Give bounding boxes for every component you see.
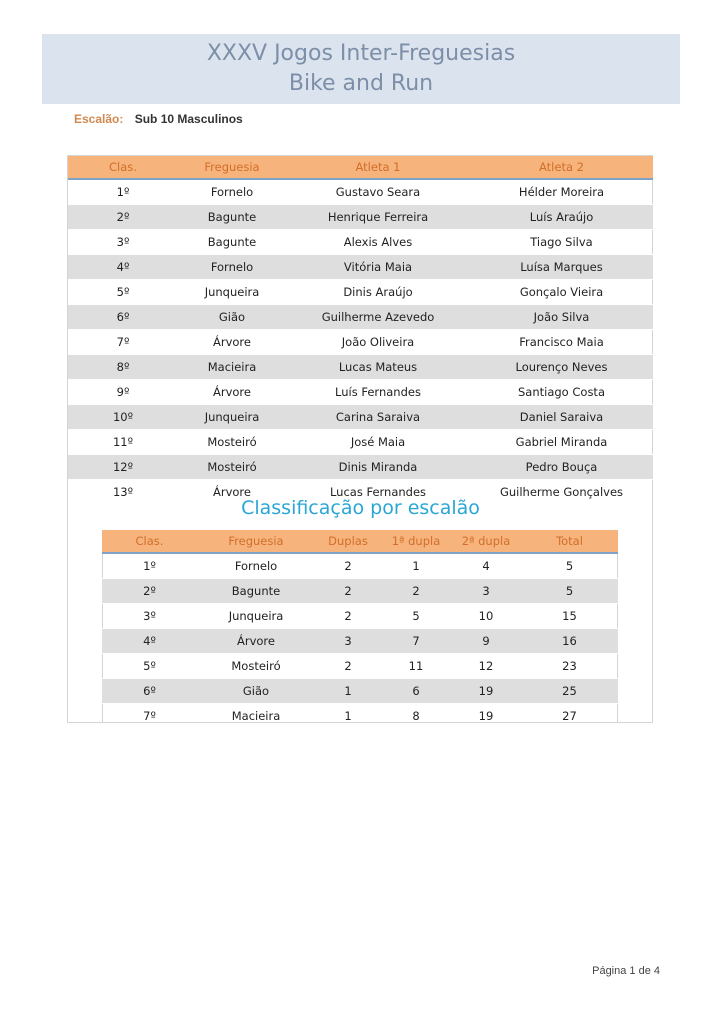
table-cell: 2: [315, 579, 381, 604]
table-row: [68, 430, 653, 455]
table-cell: 23: [521, 654, 618, 679]
table-cell: 9: [451, 629, 521, 654]
table-cell: 10º: [68, 405, 178, 430]
table-cell: Gião: [197, 679, 315, 704]
table-cell: 15: [521, 604, 618, 629]
table-row: [68, 355, 653, 380]
table-cell: 10: [451, 604, 521, 629]
table-cell: 12: [451, 654, 521, 679]
table-row: [68, 205, 653, 230]
column-header: Duplas: [315, 530, 381, 553]
table-cell: Árvore: [197, 629, 315, 654]
column-header: Freguesia: [197, 530, 315, 553]
column-header: Clas.: [102, 530, 197, 553]
table-cell: Mosteiró: [178, 430, 286, 455]
table-cell: 7: [381, 629, 451, 654]
table-cell: João Silva: [470, 305, 653, 330]
table-cell: Macieira: [197, 704, 315, 729]
table-cell: Hélder Moreira: [470, 179, 653, 205]
table-cell: 6º: [102, 679, 197, 704]
column-header: Freguesia: [178, 156, 286, 179]
table-cell: 2: [315, 654, 381, 679]
table-cell: 7º: [102, 704, 197, 729]
document-header: [42, 34, 680, 104]
table-row: [102, 604, 618, 629]
table-cell: Dinis Miranda: [286, 455, 470, 480]
table-cell: 11º: [68, 430, 178, 455]
table-row: [68, 330, 653, 355]
column-header: 1ª dupla: [381, 530, 451, 553]
table-row: [68, 255, 653, 280]
column-header: 2ª dupla: [451, 530, 521, 553]
table-cell: 4º: [68, 255, 178, 280]
table-cell: 6: [381, 679, 451, 704]
table-cell: 4: [451, 553, 521, 579]
table-row: [102, 579, 618, 604]
table-cell: Fornelo: [197, 553, 315, 579]
table-cell: Gião: [178, 305, 286, 330]
table-row: [68, 405, 653, 430]
table-cell: Bagunte: [178, 230, 286, 255]
table-cell: Vitória Maia: [286, 255, 470, 280]
table-cell: Gabriel Miranda: [470, 430, 653, 455]
table-row: [102, 629, 618, 654]
table-cell: Dinis Araújo: [286, 280, 470, 305]
table-cell: Francisco Maia: [470, 330, 653, 355]
table-cell: Árvore: [178, 330, 286, 355]
category-label: Escalão:: [74, 112, 124, 126]
table-cell: Pedro Bouça: [470, 455, 653, 480]
table-cell: 8: [381, 704, 451, 729]
table-cell: Daniel Saraiva: [470, 405, 653, 430]
table-cell: 3: [315, 629, 381, 654]
category-ranking-table: [102, 530, 618, 729]
table-cell: 4º: [102, 629, 197, 654]
table-cell: 5: [521, 553, 618, 579]
table-cell: Bagunte: [178, 205, 286, 230]
table-row: [102, 553, 618, 579]
table-cell: Santiago Costa: [470, 380, 653, 405]
table-cell: 2: [315, 553, 381, 579]
table-cell: Árvore: [213, 485, 251, 499]
table-cell: 5: [521, 579, 618, 604]
table-cell: 25: [521, 679, 618, 704]
page-number: Página 1 de 4: [592, 965, 660, 977]
table-cell: Lucas Mateus: [286, 355, 470, 380]
athlete-results-table: [68, 156, 653, 504]
event-title: XXXV Jogos Inter-Freguesias: [206, 41, 516, 66]
table-cell: João Oliveira: [286, 330, 470, 355]
table-cell: 2: [381, 579, 451, 604]
column-header: Atleta 1: [286, 156, 470, 179]
table-cell: Junqueira: [197, 604, 315, 629]
table-row: [102, 679, 618, 704]
table-cell: Guilherme Azevedo: [286, 305, 470, 330]
table-cell: Luísa Marques: [470, 255, 653, 280]
table-cell: 9º: [68, 380, 178, 405]
table-cell: 12º: [68, 455, 178, 480]
table-row: [68, 455, 653, 480]
table-cell: Carina Saraiva: [286, 405, 470, 430]
table-row: [68, 380, 653, 405]
table-cell: 1: [315, 679, 381, 704]
table-cell: 2º: [102, 579, 197, 604]
table-cell: José Maia: [286, 430, 470, 455]
table-row: [68, 280, 653, 305]
table-cell: Junqueira: [178, 280, 286, 305]
table-cell: 16: [521, 629, 618, 654]
table-cell: Mosteiró: [178, 455, 286, 480]
table-row: [68, 305, 653, 330]
table-row: [102, 704, 618, 729]
table-cell: Mosteiró: [197, 654, 315, 679]
table-cell: 3º: [68, 230, 178, 255]
table-cell: Lourenço Neves: [470, 355, 653, 380]
event-subtitle: Bike and Run: [288, 71, 434, 96]
table-cell: Árvore: [178, 380, 286, 405]
table-cell: Luís Fernandes: [286, 380, 470, 405]
table-cell: Junqueira: [178, 405, 286, 430]
table-cell: 11: [381, 654, 451, 679]
table-cell: Macieira: [178, 355, 286, 380]
table-cell: 3º: [102, 604, 197, 629]
table-cell: Alexis Alves: [286, 230, 470, 255]
table-cell: Henrique Ferreira: [286, 205, 470, 230]
table-cell: Gonçalo Vieira: [470, 280, 653, 305]
table-cell: Bagunte: [197, 579, 315, 604]
table-row: [68, 230, 653, 255]
table-cell: Luís Araújo: [470, 205, 653, 230]
table-cell: 2: [315, 604, 381, 629]
table-row: [102, 654, 618, 679]
table-row: [68, 179, 653, 205]
column-header: Total: [521, 530, 618, 553]
category-line: [74, 112, 243, 126]
table-cell: 1: [381, 553, 451, 579]
table-cell: 5º: [102, 654, 197, 679]
table-cell: 6º: [68, 305, 178, 330]
column-header: Atleta 2: [470, 156, 653, 179]
table-cell: 1º: [102, 553, 197, 579]
table-cell: 1º: [68, 179, 178, 205]
table-cell: Fornelo: [178, 179, 286, 205]
table-cell: Gustavo Seara: [286, 179, 470, 205]
table-cell: 7º: [68, 330, 178, 355]
section-title: Classificação por escalão: [241, 497, 480, 519]
table-cell: 5: [381, 604, 451, 629]
table-cell: Fornelo: [178, 255, 286, 280]
table-cell: 13º: [112, 485, 134, 499]
table-cell: 3: [451, 579, 521, 604]
table-header-row: [68, 156, 653, 179]
table-cell: 1: [315, 704, 381, 729]
table-cell: 19: [451, 679, 521, 704]
table-cell: 2º: [68, 205, 178, 230]
category-value: Sub 10 Masculinos: [134, 112, 243, 126]
table-cell: 5º: [68, 280, 178, 305]
table-cell: 19: [451, 704, 521, 729]
table-cell: Lucas Fernandes: [329, 485, 427, 499]
table-cell: Guilherme Gonçalves: [499, 485, 624, 499]
table-cell: 27: [521, 704, 618, 729]
table-header-row: [102, 530, 618, 553]
column-header: Clas.: [68, 156, 178, 179]
table-cell: Tiago Silva: [470, 230, 653, 255]
table-cell: 8º: [68, 355, 178, 380]
